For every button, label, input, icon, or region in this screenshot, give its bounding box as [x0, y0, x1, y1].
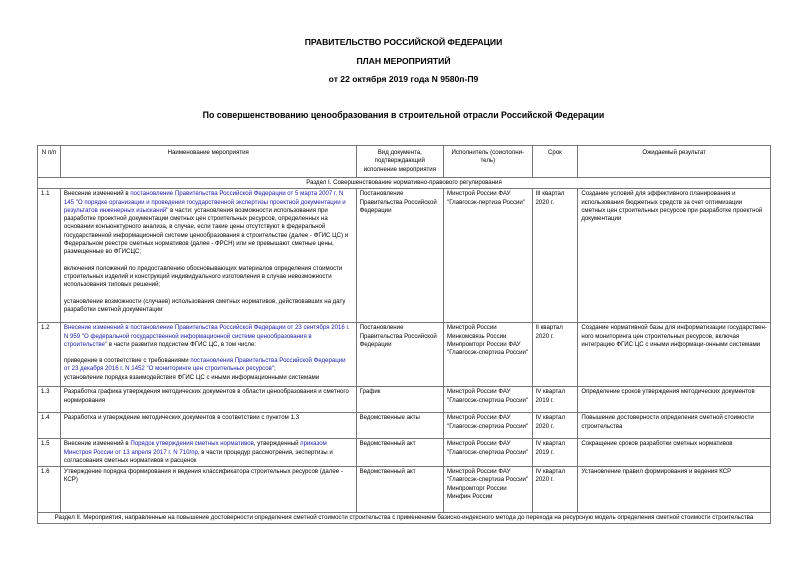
measure-text: в части: установления возможности использования при разработке проектной документации сметных цен строительных ресурсов, определенных на основании конъюнктурного анализа, в случае, если такие цены отсутствуют в федеральной государственной информационной системе ценообразования в строительстве (далее - ФГИС ЦС) и Федеральном реестре сметных нормативов (далее - ФРСН) или не превышают сметные цены, размещенные во ФГИСЦС;	[63, 206, 349, 256]
col-header-result: Ожидаемый результат	[578, 146, 771, 178]
measure-text: , в части процедур рассмотрения, экспертизы и согласования сметных нормативов и расценок	[63, 448, 333, 464]
legal-act-link[interactable]: постановление Правительства Российской Федерации от 5 марта 2007 г. N 145 "О порядке организации и проведения государственной экспертизы проектной документации и результатов инженерных изысканий"	[63, 190, 346, 214]
measure-text: установление возможности (случаев) использования сметных нормативов, действовавших на дату разработки сметной документации	[63, 297, 346, 313]
table-header-row	[38, 146, 771, 178]
table-row	[38, 387, 771, 413]
row-doc: График	[356, 387, 443, 413]
section-row	[38, 513, 771, 524]
row-num: 1.4	[38, 413, 61, 439]
row-executor: Минстрой России ФАУ "Главгосэк-спертиза России"	[444, 413, 533, 439]
row-measure: Утверждение порядка формирования и ведения классификатора строительных ресурсов (далее - КСР)	[60, 467, 356, 513]
row-result: Повышение достоверности определения сметной стоимости строительства	[578, 413, 771, 439]
row-measure	[60, 189, 356, 323]
measure-text: , утвержденный	[253, 440, 301, 448]
section-row	[38, 178, 771, 189]
row-num: 1.6	[38, 467, 61, 513]
plan-table	[37, 145, 771, 524]
row-result: Сокращение сроков разработки сметных нормативов	[578, 439, 771, 467]
row-measure: Разработка и утверждение методических документов в соответствии с пунктом 1.3	[60, 413, 356, 439]
row-measure: Разработка графика утверждения методических документов в области ценообразования и сметного нормирования	[60, 387, 356, 413]
row-measure	[60, 439, 356, 467]
row-term: IV квартал 2019 г.	[532, 439, 578, 467]
row-doc: Постановление Правительства Российской Федерации	[356, 189, 443, 323]
col-header-executor: Исполнитель (соисполни-тель)	[444, 146, 533, 178]
doc-date: от 22 октября 2019 года N 9580п-П9	[328, 74, 479, 84]
measure-text: в части развития подсистем ФГИС ЦС, в том числе:	[107, 340, 257, 348]
measure-text: ;	[274, 365, 276, 373]
row-executor: Минстрой России ФАУ "Главгосэк-спертиза России"	[444, 387, 533, 413]
row-doc: Постановление Правительства Российской Федерации	[356, 323, 443, 387]
table-row	[38, 323, 771, 387]
row-term: IV квартал 2020 г.	[532, 413, 578, 439]
row-executor: Минстрой России ФАУ "Главгосэк-спертиза России"	[444, 439, 533, 467]
legal-act-link[interactable]: постановления Правительства Российской Федерации от 23 декабря 2016 г. N 1452 "О мониторинге цен строительных ресурсов"	[63, 357, 346, 373]
measure-text: установление порядка взаимодействия ФГИС ЦС с иными информационными системами	[63, 373, 320, 381]
col-header-measure: Наименование мероприятия	[60, 146, 356, 178]
measure-text: приведение в соответствие с требованиями	[63, 357, 191, 365]
col-header-num: N п/п	[38, 146, 61, 178]
row-doc: Ведомственные акты	[356, 413, 443, 439]
row-term: IV квартал 2019 г.	[532, 387, 578, 413]
col-header-doc: Вид документа, подтверждающий исполнение мероприятия	[356, 146, 443, 178]
table-row	[38, 189, 771, 323]
measure-text: включения положений по предоставлению обосновывающих материалов определения стоимости строительных изделий и конструкций индивидуального изготовления в случае невозможности использования типовых решений;	[63, 264, 343, 289]
row-num: 1.1	[38, 189, 61, 323]
measure-text: Внесение изменений в	[63, 190, 131, 198]
row-term: III квартал 2020 г.	[532, 189, 578, 323]
section-title: Раздел I. Совершенствование нормативно-правового регулирования	[38, 178, 771, 189]
row-doc: Ведомственный акт	[356, 467, 443, 513]
row-measure	[60, 323, 356, 387]
row-num: 1.3	[38, 387, 61, 413]
org-title: ПРАВИТЕЛЬСТВО РОССИЙСКОЙ ФЕДЕРАЦИИ	[304, 37, 503, 47]
row-result: Определение сроков утверждения методических документов	[578, 387, 771, 413]
table-row	[38, 413, 771, 439]
row-num: 1.2	[38, 323, 61, 387]
doc-type-title: ПЛАН МЕРОПРИЯТИЙ	[356, 56, 451, 66]
row-executor: Минстрой России Минкомсвязь России Минпромторг России ФАУ "Главгосэк-спертиза России"	[444, 323, 533, 387]
row-term: IV квартал 2020 г.	[532, 467, 578, 513]
row-result: Установление правил формирования и ведения КСР	[578, 467, 771, 513]
row-executor: Минстрой России ФАУ "Главгосэк-спертиза России" Минпромторг России Минфин России	[444, 467, 533, 513]
row-doc: Ведомственный акт	[356, 439, 443, 467]
row-term: II квартал 2020 г.	[532, 323, 578, 387]
table-row	[38, 439, 771, 467]
legal-act-link[interactable]: Внесение изменений в постановление Правительства Российской Федерации от 23 сентября 2016 г. N 959 "О федеральной государственной информационной системе ценообразования в строительстве"	[63, 324, 350, 348]
row-num: 1.5	[38, 439, 61, 467]
row-result: Создание условий для эффективного планирования и использования бюджетных средств за счет оптимизации сметных цен строительных ресурсов при разработке проектной документации	[578, 189, 771, 323]
row-executor: Минстрой России ФАУ "Главгосэк-пертиза России"	[444, 189, 533, 323]
legal-act-link[interactable]: Порядок утверждения сметных нормативов	[130, 440, 254, 448]
legal-act-link[interactable]: приказом Минстроя России от 13 апреля 2017 г. N 710/пр	[63, 440, 327, 456]
section-title: Раздел II. Мероприятия, направленные на повышение достоверности определения сметной стоимости строительства с применением базисно-индексного метода до перехода на ресурсную модель определения сметной стоимости строительства	[38, 513, 771, 524]
doc-subject: По совершенствованию ценообразования в строительной отрасли Российской Федерации	[202, 110, 605, 120]
row-result: Создание нормативной базы для информатизации государствен-ного мониторинга цен строительных ресурсов, включая интеграцию ФГИС ЦС с иными информаци-онными системами	[578, 323, 771, 387]
measure-text: Внесение изменений в	[63, 440, 131, 448]
table-row	[38, 467, 771, 513]
col-header-term: Срок	[532, 146, 578, 178]
